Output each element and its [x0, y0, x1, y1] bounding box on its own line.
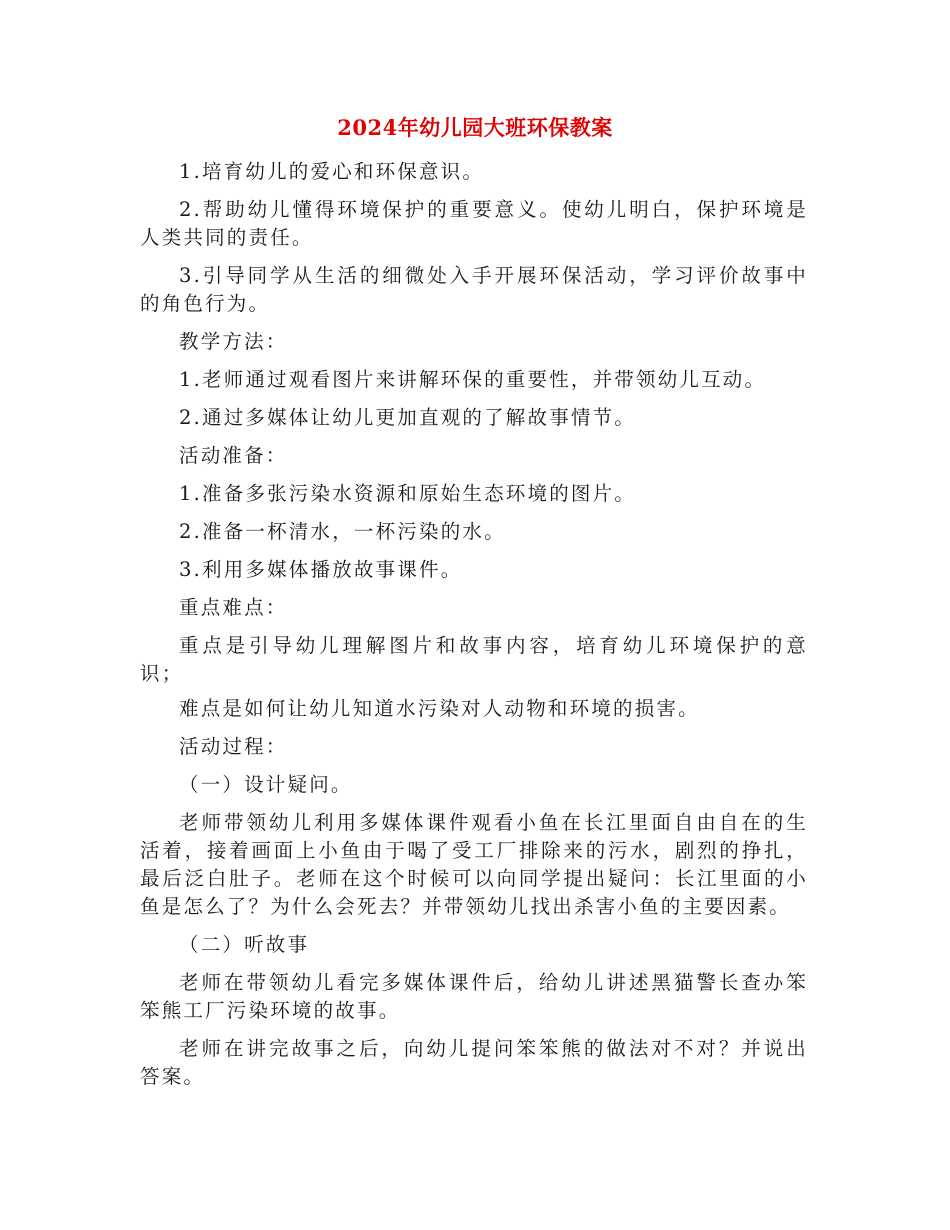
paragraph-step-2a: 老师在带领幼儿看完多媒体课件后，给幼儿讲述黑猫警长查办笨笨熊工厂污染环境的故事。 [140, 971, 808, 1022]
paragraph-key-point: 重点是引导幼儿理解图片和故事内容，培育幼儿环境保护的意识； [140, 634, 808, 685]
heading-teaching-method: 教学方法： [179, 330, 288, 353]
paragraph-method-2: 2.通过多媒体让幼儿更加直观的了解故事情节。 [179, 406, 637, 429]
paragraph-goal-3: 3.引导同学从生活的细微处入手开展环保活动，学习评价故事中的角色行为。 [140, 264, 808, 315]
heading-activity-process: 活动过程： [179, 735, 288, 758]
paragraph-prep-2: 2.准备一杯清水，一杯污染的水。 [179, 520, 506, 543]
paragraph-step-2b: 老师在讲完故事之后，向幼儿提问笨笨熊的做法对不对？并说出答案。 [140, 1037, 808, 1088]
paragraph-prep-3: 3.利用多媒体播放故事课件。 [179, 558, 463, 581]
paragraph-method-1: 1.老师通过观看图片来讲解环保的重要性，并带领幼儿互动。 [179, 368, 767, 391]
document-title: 2024年幼儿园大班环保教案 [337, 115, 613, 140]
paragraph-prep-1: 1.准备多张污染水资源和原始生态环境的图片。 [179, 482, 637, 505]
document-body [140, 158, 808, 1101]
paragraph-difficulty: 难点是如何让幼儿知道水污染对人动物和环境的损害。 [179, 697, 700, 720]
heading-step-2: （二）听故事 [179, 933, 310, 956]
heading-key-points: 重点难点： [179, 596, 288, 619]
heading-step-1: （一）设计疑问。 [179, 773, 353, 796]
heading-activity-prep: 活动准备： [179, 444, 288, 467]
paragraph-goal-1: 1.培育幼儿的爱心和环保意识。 [179, 160, 485, 183]
paragraph-step-1: 老师带领幼儿利用多媒体课件观看小鱼在长江里面自由自在的生活着，接着画面上小鱼由于喝了受工厂排除来的污水，剧烈的挣扎，最后泛白肚子。老师在这个时候可以向同学提出疑问：长江里面的小鱼是怎么了？为什么会死去？并带领幼儿找出杀害小鱼的主要因素。 [140, 811, 808, 918]
paragraph-goal-2: 2.帮助幼儿懂得环境保护的重要意义。使幼儿明白，保护环境是人类共同的责任。 [140, 198, 808, 249]
